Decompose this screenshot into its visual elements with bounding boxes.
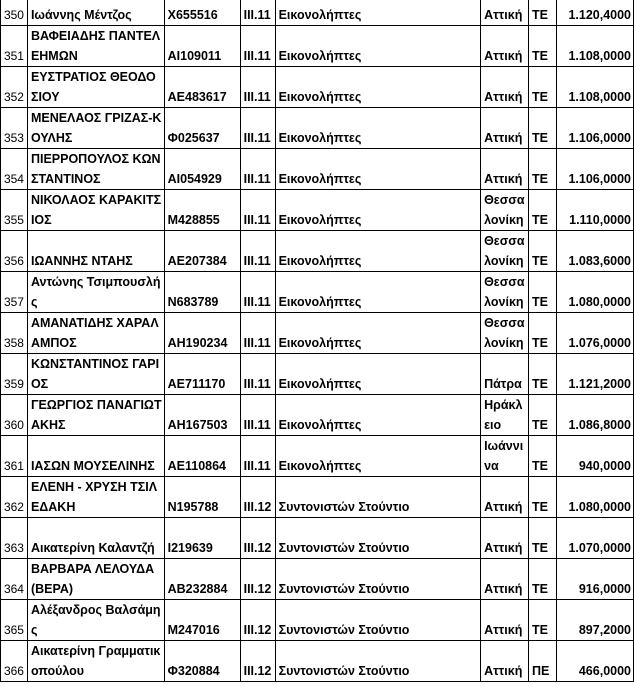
specialty-cell[interactable]: Εικονολήπτες — [275, 436, 481, 477]
name-cell[interactable]: Αλέξανδρος Βαλσάμης — [27, 600, 164, 641]
score-cell[interactable]: 1.080,0000 — [556, 477, 633, 518]
specialty-cell[interactable]: Εικονολήπτες — [275, 395, 481, 436]
region-cell[interactable]: Αττική — [481, 477, 529, 518]
id-number-cell[interactable]: ΑΕ207384 — [164, 231, 240, 272]
specialty-code-cell[interactable]: ΙΙΙ.11 — [240, 395, 275, 436]
row-number-cell[interactable]: 364 — [1, 559, 28, 600]
specialty-cell[interactable]: Εικονολήπτες — [275, 272, 481, 313]
id-number-cell[interactable]: Μ247016 — [164, 600, 240, 641]
name-cell[interactable]: ΕΥΣΤΡΑΤΙΟΣ ΘΕΟΔΟΣΙΟΥ — [27, 67, 164, 108]
row-number-cell[interactable]: 352 — [1, 67, 28, 108]
degree-level-cell[interactable]: ΤΕ — [528, 518, 556, 559]
score-cell[interactable]: 1.121,2000 — [556, 354, 633, 395]
degree-level-cell[interactable]: ΤΕ — [528, 436, 556, 477]
specialty-code-cell[interactable]: ΙΙΙ.11 — [240, 0, 275, 26]
region-cell[interactable]: Πάτρα — [481, 354, 529, 395]
region-cell[interactable]: Αττική — [481, 641, 529, 682]
id-number-cell[interactable]: ΑΒ232884 — [164, 559, 240, 600]
table-row[interactable] — [1, 0, 634, 26]
degree-level-cell[interactable]: ΤΕ — [528, 67, 556, 108]
region-cell[interactable]: Αττική — [481, 518, 529, 559]
table-row[interactable] — [1, 67, 634, 108]
specialty-cell[interactable]: Εικονολήπτες — [275, 108, 481, 149]
specialty-cell[interactable]: Συντονιστών Στούντιο — [275, 600, 481, 641]
name-cell[interactable]: ΕΛΕΝΗ - ΧΡΥΣΗ ΤΣΙΛΕΔΑΚΗ — [27, 477, 164, 518]
id-number-cell[interactable]: Ν195788 — [164, 477, 240, 518]
id-number-cell[interactable]: ΑΙ054929 — [164, 149, 240, 190]
specialty-code-cell[interactable]: ΙΙΙ.11 — [240, 231, 275, 272]
degree-level-cell[interactable]: ΤΕ — [528, 559, 556, 600]
name-cell[interactable]: Αικατερίνη Γραμματικοπούλου — [27, 641, 164, 682]
id-number-cell[interactable]: Χ655516 — [164, 0, 240, 26]
id-number-cell[interactable]: ΑΕ110864 — [164, 436, 240, 477]
table-row[interactable] — [1, 518, 634, 559]
specialty-cell[interactable]: Συντονιστών Στούντιο — [275, 518, 481, 559]
region-cell[interactable]: Αττική — [481, 149, 529, 190]
specialty-cell[interactable]: Εικονολήπτες — [275, 313, 481, 354]
id-number-cell[interactable]: ΑΗ190234 — [164, 313, 240, 354]
id-number-cell[interactable]: ΑΙ109011 — [164, 26, 240, 67]
name-cell[interactable]: ΚΩΝΣΤΑΝΤΙΝΟΣ ΓΑΡΙΟΣ — [27, 354, 164, 395]
id-number-cell[interactable]: ΑΗ167503 — [164, 395, 240, 436]
specialty-code-cell[interactable]: ΙΙΙ.11 — [240, 190, 275, 231]
degree-level-cell[interactable]: ΤΕ — [528, 600, 556, 641]
row-number-cell[interactable]: 351 — [1, 26, 28, 67]
specialty-code-cell[interactable]: ΙΙΙ.11 — [240, 313, 275, 354]
region-cell[interactable]: Ηράκλειο — [481, 395, 529, 436]
region-cell[interactable]: Ιωάννινα — [481, 436, 529, 477]
name-cell[interactable]: ΝΙΚΟΛΑΟΣ ΚΑΡΑΚΙΤΣΙΟΣ — [27, 190, 164, 231]
table-row[interactable] — [1, 190, 634, 231]
degree-level-cell[interactable]: ΤΕ — [528, 149, 556, 190]
specialty-cell[interactable]: Συντονιστών Στούντιο — [275, 641, 481, 682]
degree-level-cell[interactable]: ΤΕ — [528, 354, 556, 395]
region-cell[interactable]: Θεσσαλονίκη — [481, 272, 529, 313]
id-number-cell[interactable]: ΑΕ483617 — [164, 67, 240, 108]
score-cell[interactable]: 916,0000 — [556, 559, 633, 600]
table-row[interactable] — [1, 641, 634, 682]
degree-level-cell[interactable]: ΤΕ — [528, 272, 556, 313]
table-body — [1, 0, 634, 682]
region-cell[interactable]: Αττική — [481, 67, 529, 108]
specialty-code-cell[interactable]: ΙΙΙ.12 — [240, 518, 275, 559]
specialty-cell[interactable]: Εικονολήπτες — [275, 190, 481, 231]
row-number-cell[interactable]: 363 — [1, 518, 28, 559]
degree-level-cell[interactable]: ΠΕ — [528, 641, 556, 682]
row-number-cell[interactable]: 366 — [1, 641, 28, 682]
score-cell[interactable]: 466,0000 — [556, 641, 633, 682]
id-number-cell[interactable]: Ι219639 — [164, 518, 240, 559]
score-cell[interactable]: 1.106,0000 — [556, 108, 633, 149]
row-number-cell[interactable]: 350 — [1, 0, 28, 26]
specialty-code-cell[interactable]: ΙΙΙ.11 — [240, 272, 275, 313]
row-number-cell[interactable]: 358 — [1, 313, 28, 354]
id-number-cell[interactable]: Μ428855 — [164, 190, 240, 231]
score-cell[interactable]: 1.106,0000 — [556, 149, 633, 190]
table-row[interactable] — [1, 436, 634, 477]
name-cell[interactable]: ΜΕΝΕΛΑΟΣ ΓΡΙΖΑΣ-ΚΟΥΛΗΣ — [27, 108, 164, 149]
score-cell[interactable]: 1.108,0000 — [556, 26, 633, 67]
table-row[interactable] — [1, 231, 634, 272]
score-cell[interactable]: 1.086,8000 — [556, 395, 633, 436]
table-row[interactable] — [1, 26, 634, 67]
specialty-code-cell[interactable]: ΙΙΙ.11 — [240, 108, 275, 149]
id-number-cell[interactable]: Ν683789 — [164, 272, 240, 313]
id-number-cell[interactable]: Φ320884 — [164, 641, 240, 682]
degree-level-cell[interactable]: ΤΕ — [528, 395, 556, 436]
score-cell[interactable]: 1.076,0000 — [556, 313, 633, 354]
id-number-cell[interactable]: Φ025637 — [164, 108, 240, 149]
row-number-cell[interactable]: 354 — [1, 149, 28, 190]
degree-level-cell[interactable]: ΤΕ — [528, 313, 556, 354]
specialty-code-cell[interactable]: ΙΙΙ.12 — [240, 600, 275, 641]
specialty-code-cell[interactable]: ΙΙΙ.11 — [240, 354, 275, 395]
table-row[interactable] — [1, 477, 634, 518]
specialty-code-cell[interactable]: ΙΙΙ.11 — [240, 436, 275, 477]
row-number-cell[interactable]: 357 — [1, 272, 28, 313]
row-number-cell[interactable]: 362 — [1, 477, 28, 518]
region-cell[interactable]: Αττική — [481, 108, 529, 149]
region-cell[interactable]: Αττική — [481, 559, 529, 600]
specialty-code-cell[interactable]: ΙΙΙ.11 — [240, 149, 275, 190]
row-number-cell[interactable]: 356 — [1, 231, 28, 272]
specialty-cell[interactable]: Συντονιστών Στούντιο — [275, 477, 481, 518]
name-cell[interactable]: ΠΙΕΡΡΟΠΟΥΛΟΣ ΚΩΝΣΤΑΝΤΙΝΟΣ — [27, 149, 164, 190]
name-cell[interactable]: Αικατερίνη Καλαντζή — [27, 518, 164, 559]
table-row[interactable] — [1, 354, 634, 395]
specialty-code-cell[interactable]: ΙΙΙ.11 — [240, 26, 275, 67]
row-number-cell[interactable]: 355 — [1, 190, 28, 231]
degree-level-cell[interactable]: ΤΕ — [528, 0, 556, 26]
degree-level-cell[interactable]: ΤΕ — [528, 108, 556, 149]
specialty-code-cell[interactable]: ΙΙΙ.11 — [240, 67, 275, 108]
region-cell[interactable]: Θεσσαλονίκη — [481, 231, 529, 272]
id-number-cell[interactable]: ΑΕ711170 — [164, 354, 240, 395]
degree-level-cell[interactable]: ΤΕ — [528, 190, 556, 231]
region-cell[interactable]: Θεσσαλονίκη — [481, 313, 529, 354]
specialty-code-cell[interactable]: ΙΙΙ.12 — [240, 559, 275, 600]
name-cell[interactable]: ΒΑΦΕΙΑΔΗΣ ΠΑΝΤΕΛΕΗΜΩΝ — [27, 26, 164, 67]
row-number-cell[interactable]: 353 — [1, 108, 28, 149]
score-cell[interactable]: 1.083,6000 — [556, 231, 633, 272]
row-number-cell[interactable]: 365 — [1, 600, 28, 641]
region-cell[interactable]: Αττική — [481, 26, 529, 67]
row-number-cell[interactable]: 359 — [1, 354, 28, 395]
name-cell[interactable]: ΙΩΑΝΝΗΣ ΝΤΑΗΣ — [27, 231, 164, 272]
name-cell[interactable]: Αντώνης Τσιμπουσλής — [27, 272, 164, 313]
name-cell[interactable]: ΑΜΑΝΑΤΙΔΗΣ ΧΑΡΑΛΑΜΠΟΣ — [27, 313, 164, 354]
name-cell[interactable]: ΒΑΡΒΑΡΑ ΛΕΛΟΥΔΑ (ΒΕΡΑ) — [27, 559, 164, 600]
name-cell[interactable]: ΙΑΣΩΝ ΜΟΥΣΕΛΙΝΗΣ — [27, 436, 164, 477]
row-number-cell[interactable]: 361 — [1, 436, 28, 477]
degree-level-cell[interactable]: ΤΕ — [528, 477, 556, 518]
specialty-cell[interactable]: Εικονολήπτες — [275, 67, 481, 108]
name-cell[interactable]: ΓΕΩΡΓΙΟΣ ΠΑΝΑΓΙΩΤΑΚΗΣ — [27, 395, 164, 436]
table-row[interactable] — [1, 108, 634, 149]
score-cell[interactable]: 897,2000 — [556, 600, 633, 641]
specialty-cell[interactable]: Εικονολήπτες — [275, 0, 481, 26]
specialty-cell[interactable]: Εικονολήπτες — [275, 354, 481, 395]
table-row[interactable] — [1, 313, 634, 354]
specialty-code-cell[interactable]: ΙΙΙ.12 — [240, 477, 275, 518]
table-row[interactable] — [1, 272, 634, 313]
table-row[interactable] — [1, 559, 634, 600]
specialty-cell[interactable]: Εικονολήπτες — [275, 231, 481, 272]
score-cell[interactable]: 1.070,0000 — [556, 518, 633, 559]
specialty-code-cell[interactable]: ΙΙΙ.12 — [240, 641, 275, 682]
specialty-cell[interactable]: Συντονιστών Στούντιο — [275, 559, 481, 600]
score-cell[interactable]: 1.080,0000 — [556, 272, 633, 313]
score-cell[interactable]: 1.120,4000 — [556, 0, 633, 26]
region-cell[interactable]: Θεσσαλονίκη — [481, 190, 529, 231]
region-cell[interactable]: Αττική — [481, 600, 529, 641]
table-row[interactable] — [1, 600, 634, 641]
table-row[interactable] — [1, 395, 634, 436]
specialty-cell[interactable]: Εικονολήπτες — [275, 26, 481, 67]
score-cell[interactable]: 1.110,0000 — [556, 190, 633, 231]
name-cell[interactable]: Ιωάννης Μέντζος — [27, 0, 164, 26]
row-number-cell[interactable]: 360 — [1, 395, 28, 436]
score-cell[interactable]: 1.108,0000 — [556, 67, 633, 108]
degree-level-cell[interactable]: ΤΕ — [528, 26, 556, 67]
region-cell[interactable]: Αττική — [481, 0, 529, 26]
specialty-cell[interactable]: Εικονολήπτες — [275, 149, 481, 190]
score-cell[interactable]: 940,0000 — [556, 436, 633, 477]
degree-level-cell[interactable]: ΤΕ — [528, 231, 556, 272]
table-row[interactable] — [1, 149, 634, 190]
